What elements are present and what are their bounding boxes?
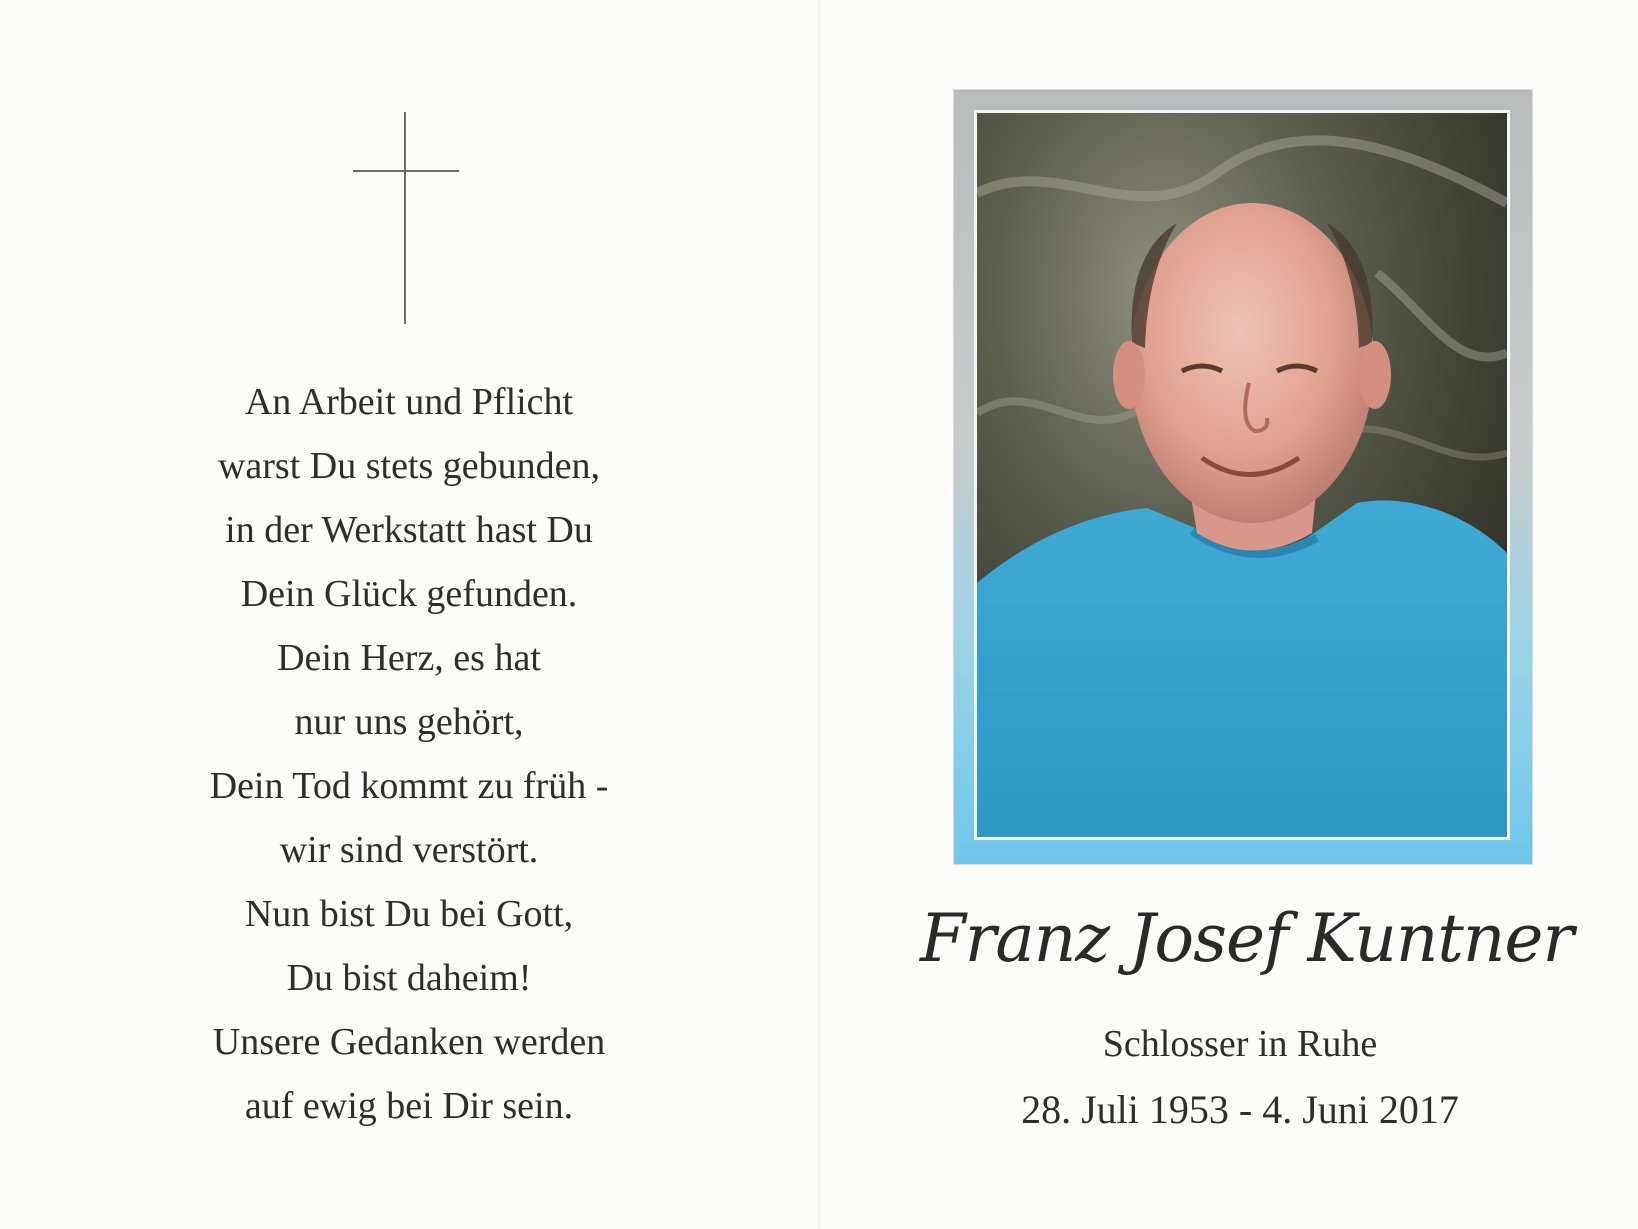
left-panel — [0, 0, 818, 1229]
occupation: Schlosser in Ruhe — [1102, 1023, 1378, 1065]
poem-line: Du bist daheim! — [286, 957, 532, 999]
poem-line: nur uns gehört, — [294, 701, 524, 743]
poem-line: wir sind verstört. — [279, 829, 539, 871]
poem-line: warst Du stets gebunden, — [217, 445, 601, 487]
poem-line: Nun bist Du bei Gott, — [244, 893, 574, 935]
poem-line: Unsere Gedanken werden — [212, 1021, 606, 1063]
poem-line: Dein Tod kommt zu früh - — [209, 765, 609, 807]
right-panel — [820, 0, 1638, 1229]
memorial-poem — [109, 370, 709, 1138]
life-dates: 28. Juli 1953 - 4. Juni 2017 — [1021, 1087, 1459, 1132]
poem-line: An Arbeit und Pflicht — [244, 381, 574, 423]
poem-line: Dein Herz, es hat — [277, 637, 541, 679]
poem-line: Dein Glück gefunden. — [240, 573, 578, 615]
poem-line: in der Werkstatt hast Du — [225, 509, 593, 551]
deceased-name: Franz Josef Kuntner — [920, 900, 1573, 977]
cross-icon — [353, 112, 459, 324]
portrait-photo — [974, 110, 1510, 840]
poem-line: auf ewig bei Dir sein. — [244, 1085, 574, 1127]
portrait-frame — [954, 90, 1532, 864]
